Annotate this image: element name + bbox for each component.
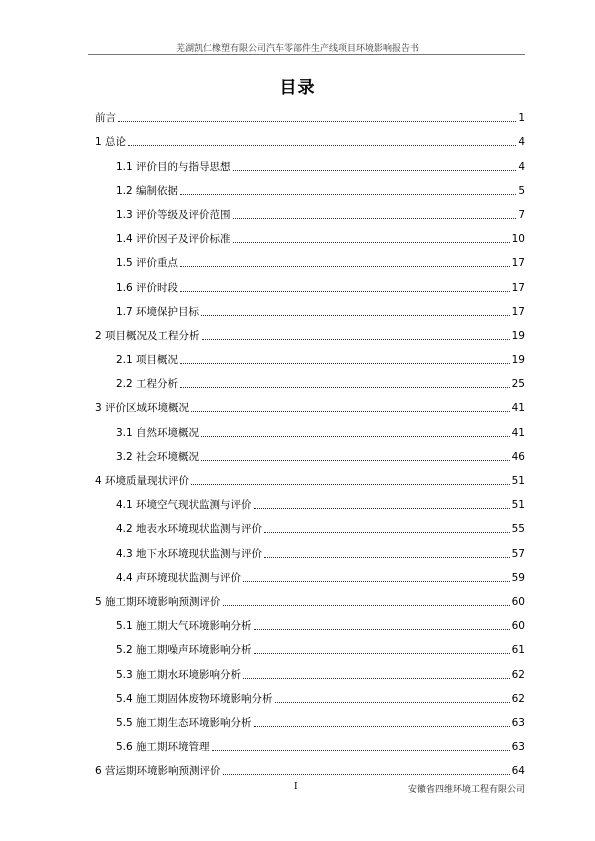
toc-entry-page: 57 <box>511 547 525 560</box>
toc-entry-label: 4.3 地下水环境现状监测与评价 <box>116 547 263 560</box>
dot-leader <box>202 339 510 340</box>
toc-entry[interactable] <box>95 730 525 754</box>
toc-entry-label: 4 环境质量现状评价 <box>95 475 190 487</box>
toc-entry-label: 3.2 社会环境概况 <box>116 450 200 463</box>
toc-entry[interactable] <box>95 101 525 125</box>
toc-entry-label: 1.6 评价时段 <box>116 281 179 294</box>
toc-entry[interactable] <box>95 391 525 415</box>
toc-entry[interactable] <box>95 633 525 657</box>
table-of-contents <box>95 101 525 778</box>
dot-leader <box>180 363 510 364</box>
toc-entry-page: 51 <box>511 499 525 512</box>
dot-leader <box>254 508 510 509</box>
dot-leader <box>254 629 510 630</box>
toc-entry-page: 7 <box>518 208 525 221</box>
dot-leader <box>180 387 510 388</box>
toc-entry[interactable] <box>95 754 525 778</box>
dot-leader <box>128 145 516 146</box>
dot-leader <box>275 702 510 703</box>
toc-entry-label: 1.5 评价重点 <box>116 257 179 270</box>
dot-leader <box>233 170 517 171</box>
toc-entry-label: 5.3 施工期水环境影响分析 <box>116 668 242 681</box>
toc-entry-page: 4 <box>518 136 525 149</box>
dot-leader <box>180 266 510 267</box>
toc-entry-page: 64 <box>511 765 525 778</box>
toc-entry[interactable] <box>95 682 525 706</box>
toc-entry-page: 46 <box>511 450 525 463</box>
toc-entry[interactable] <box>95 657 525 681</box>
toc-entry-label: 4.2 地表水环境现状监测与评价 <box>116 523 263 536</box>
dot-leader <box>264 557 510 558</box>
dot-leader <box>201 436 510 437</box>
dot-leader <box>233 218 517 219</box>
dot-leader <box>223 774 510 775</box>
toc-entry[interactable] <box>95 319 525 343</box>
toc-entry-label: 2.1 项目概况 <box>116 354 179 367</box>
toc-entry[interactable] <box>95 706 525 730</box>
toc-entry[interactable] <box>95 295 525 319</box>
toc-entry-label: 2.2 工程分析 <box>116 378 179 391</box>
dot-leader <box>223 605 510 606</box>
toc-entry-label: 3 评价区域环境概况 <box>95 402 190 415</box>
header-rule <box>88 54 525 55</box>
toc-entry-label: 4.4 声环境现状监测与评价 <box>116 571 242 584</box>
toc-entry-label: 1.4 评价因子及评价标准 <box>116 233 231 246</box>
dot-leader <box>180 194 516 195</box>
dot-leader <box>191 484 510 485</box>
dot-leader <box>243 678 510 679</box>
dot-leader <box>254 726 510 727</box>
toc-entry-label: 5.1 施工期大气环境影响分析 <box>116 620 252 633</box>
dot-leader <box>264 532 510 533</box>
toc-entry[interactable] <box>95 488 525 512</box>
toc-title: 目录 <box>279 78 316 98</box>
toc-entry[interactable] <box>95 198 525 222</box>
dot-leader <box>191 411 510 412</box>
toc-entry[interactable] <box>95 222 525 246</box>
toc-entry[interactable] <box>95 561 525 585</box>
toc-entry-page: 60 <box>511 620 525 633</box>
toc-entry[interactable] <box>95 343 525 367</box>
toc-entry[interactable] <box>95 270 525 294</box>
toc-entry[interactable] <box>95 415 525 439</box>
toc-entry-label: 5.4 施工期固体废物环境影响分析 <box>116 692 273 705</box>
toc-entry-page: 51 <box>511 475 525 487</box>
toc-entry-label: 1.7 环境保护目标 <box>116 305 200 318</box>
toc-entry-page: 62 <box>511 692 525 705</box>
toc-entry-page: 17 <box>511 305 525 318</box>
toc-entry-page: 17 <box>511 281 525 294</box>
toc-entry[interactable] <box>95 246 525 270</box>
toc-entry-page: 61 <box>511 644 525 657</box>
toc-entry-page: 1 <box>518 112 525 125</box>
toc-entry-label: 2 项目概况及工程分析 <box>95 329 200 342</box>
dot-leader <box>180 291 510 292</box>
toc-entry-page: 17 <box>511 257 525 270</box>
toc-entry-page: 19 <box>511 329 525 342</box>
toc-entry-page: 59 <box>511 571 525 584</box>
toc-entry[interactable] <box>95 440 525 464</box>
toc-entry-page: 63 <box>511 741 525 754</box>
toc-entry[interactable] <box>95 174 525 198</box>
toc-entry[interactable] <box>95 125 525 149</box>
toc-entry-label: 5.5 施工期生态环境影响分析 <box>116 716 252 729</box>
toc-entry-page: 55 <box>511 523 525 536</box>
toc-entry-page: 10 <box>511 233 525 246</box>
toc-entry-label: 5 施工期环境影响预测评价 <box>95 595 221 608</box>
toc-entry[interactable] <box>95 585 525 609</box>
toc-entry[interactable] <box>95 367 525 391</box>
dot-leader <box>201 315 510 316</box>
footer-company: 安徽省四维环境工程有限公司 <box>407 785 525 795</box>
toc-entry-page: 41 <box>511 402 525 415</box>
toc-entry-page: 60 <box>511 595 525 608</box>
toc-entry-label: 1.1 评价目的与指导思想 <box>116 160 231 173</box>
dot-leader <box>254 653 510 654</box>
toc-entry-label: 1 总论 <box>95 136 127 149</box>
toc-entry-page: 41 <box>511 426 525 439</box>
dot-leader <box>212 750 510 751</box>
toc-entry[interactable] <box>95 536 525 560</box>
toc-entry-page: 5 <box>518 184 525 197</box>
toc-entry[interactable] <box>95 609 525 633</box>
toc-entry-label: 5.2 施工期噪声环境影响分析 <box>116 644 252 657</box>
toc-entry-label: 3.1 自然环境概况 <box>116 426 200 439</box>
toc-entry-label: 1.3 评价等级及评价范围 <box>116 208 231 221</box>
footer-page-number: I <box>294 782 298 792</box>
toc-entry-label: 前言 <box>95 112 116 125</box>
dot-leader <box>243 581 510 582</box>
page-header: 芜湖凯仁橡塑有限公司汽车零部件生产线项目环境影响报告书 <box>175 44 419 54</box>
dot-leader <box>118 121 516 122</box>
dot-leader <box>233 242 510 243</box>
toc-entry[interactable] <box>95 149 525 173</box>
toc-entry[interactable] <box>95 464 525 488</box>
toc-entry-page: 25 <box>511 378 525 391</box>
toc-entry-label: 6 营运期环境影响预测评价 <box>95 765 221 778</box>
toc-entry-page: 19 <box>511 354 525 367</box>
toc-entry-label: 4.1 环境空气现状监测与评价 <box>116 499 252 512</box>
toc-entry[interactable] <box>95 512 525 536</box>
toc-entry-page: 62 <box>511 668 525 681</box>
toc-entry-page: 63 <box>511 716 525 729</box>
toc-entry-label: 1.2 编制依据 <box>116 184 179 197</box>
toc-entry-page: 4 <box>518 160 525 173</box>
toc-entry-label: 5.6 施工期环境管理 <box>116 741 210 754</box>
dot-leader <box>201 460 510 461</box>
